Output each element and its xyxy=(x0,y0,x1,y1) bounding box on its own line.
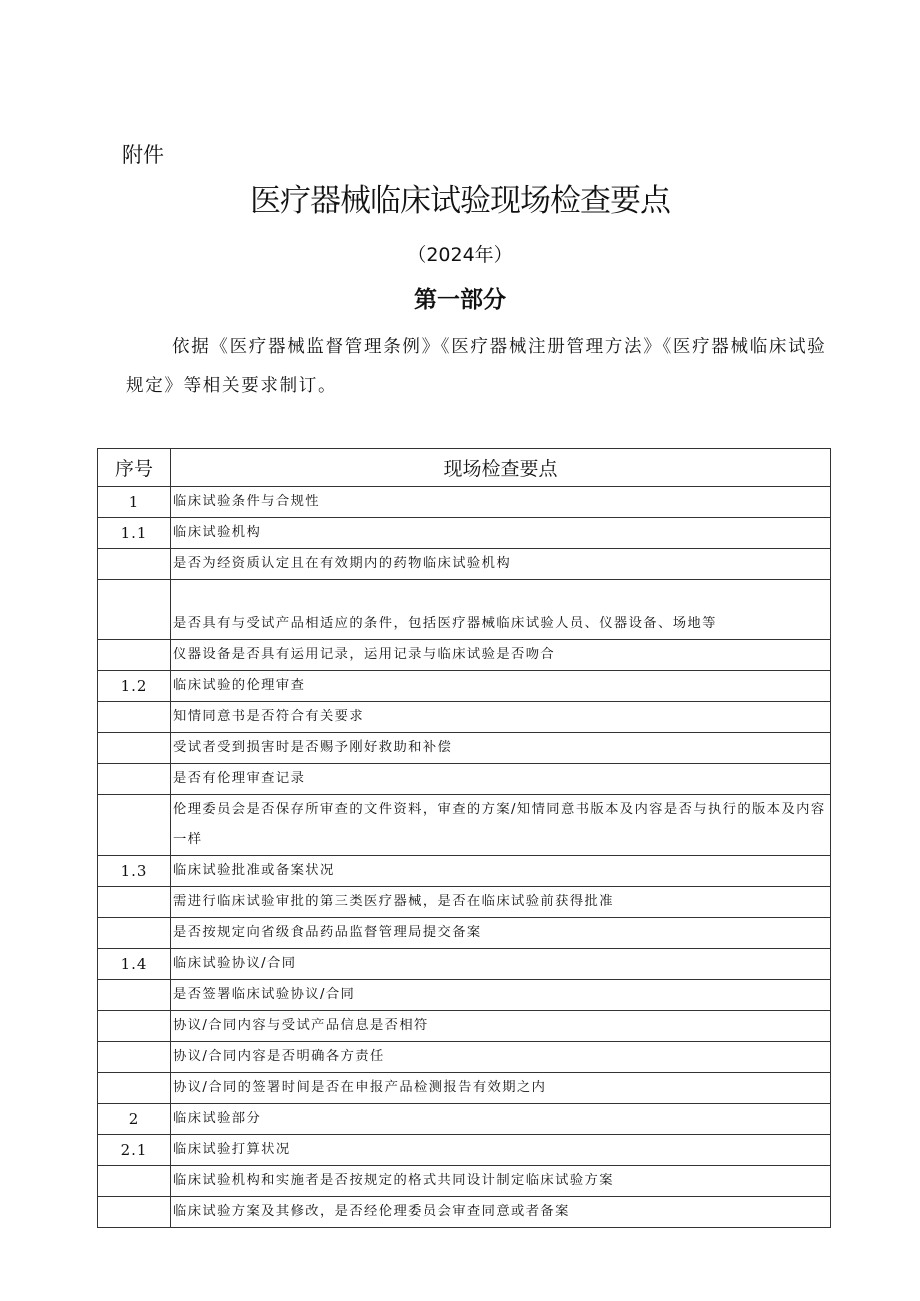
table-row xyxy=(98,1166,831,1197)
table-row xyxy=(98,1042,831,1073)
row-text: 是否为经资质认定且在有效期内的药物临床试验机构 xyxy=(171,549,831,580)
row-text: 协议/合同的签署时间是否在申报产品检测报告有效期之内 xyxy=(171,1073,831,1104)
table-row xyxy=(98,1135,831,1166)
row-seq xyxy=(98,640,171,671)
attachment-label: 附件 xyxy=(122,143,164,167)
intro-paragraph: 依据《医疗器械监督管理条例》《医疗器械注册管理方法》《医疗器械临床试验规定》等相关要求制订。 xyxy=(126,337,827,396)
row-seq xyxy=(98,1011,171,1042)
row-text: 是否具有与受试产品相适应的条件，包括医疗器械临床试验人员、仪器设备、场地等 xyxy=(171,580,831,640)
table-row xyxy=(98,549,831,580)
table-row xyxy=(98,980,831,1011)
row-text: 临床试验协议/合同 xyxy=(171,949,831,980)
row-seq: 1.1 xyxy=(98,518,171,549)
item-column-header: 现场检查要点 xyxy=(171,449,831,487)
table-row xyxy=(98,1073,831,1104)
table-row xyxy=(98,764,831,795)
table-row xyxy=(98,918,831,949)
row-text: 临床试验条件与合规性 xyxy=(171,487,831,518)
inspection-table xyxy=(97,448,831,1228)
seq-column-header: 序号 xyxy=(98,449,171,487)
row-seq xyxy=(98,918,171,949)
row-text: 是否有伦理审查记录 xyxy=(171,764,831,795)
table-row xyxy=(98,702,831,733)
row-seq xyxy=(98,549,171,580)
table-row xyxy=(98,580,831,640)
document-year: （2024年） xyxy=(407,244,513,266)
row-seq xyxy=(98,733,171,764)
row-text: 协议/合同内容与受试产品信息是否相符 xyxy=(171,1011,831,1042)
row-text: 受试者受到损害时是否赐予刚好救助和补偿 xyxy=(171,733,831,764)
part-heading: 第一部分 xyxy=(414,287,506,313)
row-seq xyxy=(98,795,171,856)
table-row xyxy=(98,1104,831,1135)
row-seq xyxy=(98,702,171,733)
row-text: 协议/合同内容是否明确各方责任 xyxy=(171,1042,831,1073)
row-seq xyxy=(98,764,171,795)
row-seq xyxy=(98,1042,171,1073)
table-row xyxy=(98,1011,831,1042)
table-row xyxy=(98,733,831,764)
row-text: 临床试验批准或备案状况 xyxy=(171,856,831,887)
table-row xyxy=(98,671,831,702)
table-row xyxy=(98,640,831,671)
table-row xyxy=(98,949,831,980)
table-header-row xyxy=(98,449,831,487)
table-row xyxy=(98,795,831,856)
row-seq xyxy=(98,887,171,918)
row-seq: 2.1 xyxy=(98,1135,171,1166)
row-text: 临床试验的伦理审查 xyxy=(171,671,831,702)
row-seq: 1.2 xyxy=(98,671,171,702)
row-seq xyxy=(98,980,171,1011)
row-seq xyxy=(98,580,171,640)
row-text: 伦理委员会是否保存所审查的文件资料，审查的方案/知情同意书版本及内容是否与执行的版本及内容一样 xyxy=(171,795,831,856)
page-title: 医疗器械临床试验现场检查要点 xyxy=(250,183,670,219)
row-seq xyxy=(98,1197,171,1228)
table-row xyxy=(98,887,831,918)
row-text: 是否按规定向省级食品药品监督管理局提交备案 xyxy=(171,918,831,949)
row-text: 需进行临床试验审批的第三类医疗器械，是否在临床试验前获得批准 xyxy=(171,887,831,918)
row-text: 仪器设备是否具有运用记录，运用记录与临床试验是否吻合 xyxy=(171,640,831,671)
row-text: 知情同意书是否符合有关要求 xyxy=(171,702,831,733)
row-text: 临床试验部分 xyxy=(171,1104,831,1135)
row-seq: 1 xyxy=(98,487,171,518)
row-text: 临床试验打算状况 xyxy=(171,1135,831,1166)
row-text: 是否签署临床试验协议/合同 xyxy=(171,980,831,1011)
table-row xyxy=(98,856,831,887)
row-text: 临床试验机构 xyxy=(171,518,831,549)
table-row xyxy=(98,518,831,549)
row-text: 临床试验方案及其修改，是否经伦理委员会审查同意或者备案 xyxy=(171,1197,831,1228)
row-text: 临床试验机构和实施者是否按规定的格式共同设计制定临床试验方案 xyxy=(171,1166,831,1197)
row-seq: 1.4 xyxy=(98,949,171,980)
row-seq: 1.3 xyxy=(98,856,171,887)
row-seq xyxy=(98,1166,171,1197)
row-seq: 2 xyxy=(98,1104,171,1135)
table-row xyxy=(98,1197,831,1228)
row-seq xyxy=(98,1073,171,1104)
table-row xyxy=(98,487,831,518)
